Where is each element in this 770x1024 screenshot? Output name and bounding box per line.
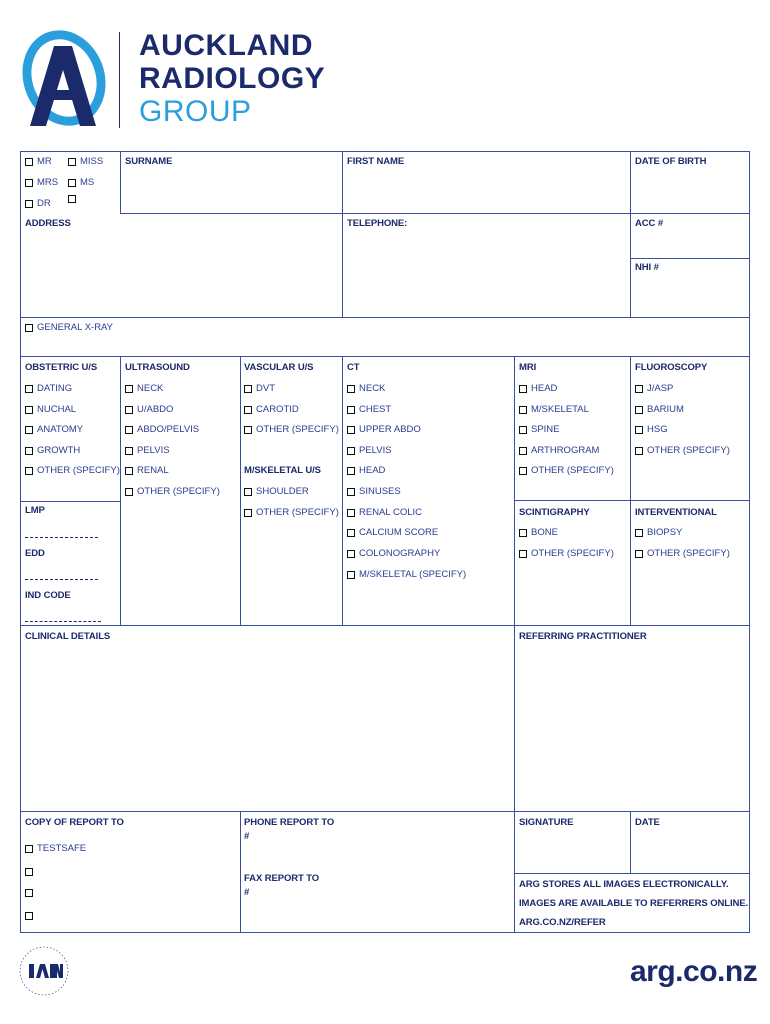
signature-label: SIGNATURE xyxy=(519,817,574,828)
scintigraphy-other-checkbox[interactable] xyxy=(519,548,614,559)
col-line xyxy=(630,151,631,317)
obstetric-other-checkbox[interactable] xyxy=(25,465,120,476)
option-label: OTHER (SPECIFY) xyxy=(531,465,614,476)
checkbox-icon xyxy=(25,868,33,876)
option-label: HEAD xyxy=(531,383,558,394)
ultrasound-renal-checkbox[interactable] xyxy=(125,465,169,476)
row-line xyxy=(20,811,750,812)
col-line xyxy=(342,151,343,317)
ind-code-field[interactable] xyxy=(25,621,101,623)
col-line xyxy=(240,811,241,932)
option-label: HSG xyxy=(647,424,668,435)
option-label: PELVIS xyxy=(137,445,170,456)
option-label: BIOPSY xyxy=(647,527,683,538)
checkbox-icon xyxy=(25,467,33,475)
col-line xyxy=(120,356,121,625)
checkbox-icon xyxy=(347,509,355,517)
checkbox-icon xyxy=(125,406,133,414)
row-line xyxy=(20,501,120,502)
ultrasound-pelvis-checkbox[interactable] xyxy=(125,445,170,456)
option-label: SINUSES xyxy=(359,486,401,497)
checkbox-icon xyxy=(635,426,643,434)
address-label: ADDRESS xyxy=(25,218,71,229)
option-label: ANATOMY xyxy=(37,424,84,435)
scintigraphy-title: SCINTIGRAPHY xyxy=(519,507,590,518)
option-label: OTHER (SPECIFY) xyxy=(256,507,339,518)
ct-sinuses-checkbox[interactable] xyxy=(347,486,401,497)
interventional-biopsy-checkbox[interactable] xyxy=(635,527,682,538)
obstetric-nuchal-checkbox[interactable] xyxy=(25,404,76,415)
vascular-other-checkbox[interactable] xyxy=(244,424,339,435)
ultrasound-abdo-pelvis-checkbox[interactable] xyxy=(125,424,199,435)
mskeletal-other-checkbox[interactable] xyxy=(244,507,339,518)
ct-calcium-score-checkbox[interactable] xyxy=(347,527,438,538)
option-label: UPPER ABDO xyxy=(359,424,421,435)
option-label: SHOULDER xyxy=(256,486,309,497)
form-left-border xyxy=(20,151,21,932)
title-dr-checkbox[interactable] xyxy=(25,198,51,209)
referring-practitioner-label: REFERRING PRACTITIONER xyxy=(519,631,647,642)
ultrasound-other-checkbox[interactable] xyxy=(125,486,220,497)
lmp-field[interactable] xyxy=(25,537,98,539)
option-label: OTHER (SPECIFY) xyxy=(531,548,614,559)
checkbox-icon xyxy=(347,406,355,414)
checkbox-icon xyxy=(347,488,355,496)
checkbox-icon xyxy=(25,889,33,897)
checkbox-icon xyxy=(25,158,33,166)
logo-divider xyxy=(119,32,120,128)
row-line xyxy=(514,500,750,501)
brand-line-3: GROUP xyxy=(139,95,252,128)
checkbox-icon xyxy=(25,912,33,920)
brand-line-2: RADIOLOGY xyxy=(139,62,326,95)
checkbox-icon xyxy=(125,447,133,455)
title-option-label: DR xyxy=(37,198,51,209)
copy-report-label: COPY OF REPORT TO xyxy=(25,817,124,828)
ct-chest-checkbox[interactable] xyxy=(347,404,391,415)
option-label: ARTHROGRAM xyxy=(531,445,600,456)
clinical-details-label: CLINICAL DETAILS xyxy=(25,631,111,642)
edd-label: EDD xyxy=(25,548,45,559)
checkbox-icon xyxy=(519,385,527,393)
general-xray-checkbox[interactable] xyxy=(25,322,113,333)
fluoroscopy-hsg-checkbox[interactable] xyxy=(635,424,668,435)
checkbox-icon xyxy=(347,426,355,434)
checkbox-icon xyxy=(244,488,252,496)
checkbox-icon xyxy=(244,385,252,393)
title-option-label: MS xyxy=(80,177,95,188)
ultrasound-uabdo-checkbox[interactable] xyxy=(125,404,173,415)
checkbox-icon xyxy=(25,845,33,853)
testsafe-checkbox[interactable] xyxy=(25,843,86,854)
form-bottom-border xyxy=(20,932,750,933)
obstetric-growth-checkbox[interactable] xyxy=(25,445,80,456)
ct-head-checkbox[interactable] xyxy=(347,465,385,476)
option-label: M/SKELETAL xyxy=(531,404,589,415)
checkbox-icon xyxy=(68,179,76,187)
checkbox-icon xyxy=(68,158,76,166)
option-label: RENAL COLIC xyxy=(359,507,422,518)
checkbox-icon xyxy=(347,529,355,537)
obstetric-dating-checkbox[interactable] xyxy=(25,383,72,394)
form-top-border xyxy=(20,151,750,152)
acc-label: ACC # xyxy=(635,218,664,229)
checkbox-icon xyxy=(125,488,133,496)
checkbox-icon xyxy=(519,529,527,537)
checkbox-icon xyxy=(25,385,33,393)
mri-title: MRI xyxy=(519,362,537,373)
mri-other-checkbox[interactable] xyxy=(519,465,614,476)
title-option-label: MISS xyxy=(80,156,104,167)
option-label: HEAD xyxy=(359,465,386,476)
checkbox-icon xyxy=(125,426,133,434)
row-line xyxy=(514,873,750,874)
col-line xyxy=(630,811,631,873)
checkbox-icon xyxy=(25,447,33,455)
ct-mskeletal-checkbox[interactable] xyxy=(347,569,466,580)
option-label: SPINE xyxy=(531,424,560,435)
checkbox-icon xyxy=(25,426,33,434)
option-label: OTHER (SPECIFY) xyxy=(137,486,220,497)
col-line xyxy=(120,151,121,213)
option-label: OTHER (SPECIFY) xyxy=(647,548,730,559)
option-label: CAROTID xyxy=(256,404,299,415)
edd-field[interactable] xyxy=(25,579,98,581)
option-label: M/SKELETAL (SPECIFY) xyxy=(359,569,467,580)
copy-recipient-checkbox-3[interactable] xyxy=(25,912,37,920)
vascular-dvt-checkbox[interactable] xyxy=(244,383,275,394)
checkbox-icon xyxy=(519,447,527,455)
checkbox-icon xyxy=(347,385,355,393)
fax-report-label: FAX REPORT TO xyxy=(244,873,320,884)
vascular-title: VASCULAR U/S xyxy=(244,362,314,373)
option-label: NECK xyxy=(359,383,386,394)
checkbox-icon xyxy=(125,467,133,475)
option-label: CHEST xyxy=(359,404,392,415)
first-name-label: FIRST NAME xyxy=(347,156,405,167)
option-label: COLONOGRAPHY xyxy=(359,548,441,559)
title-miss-checkbox[interactable] xyxy=(68,156,103,167)
checkbox-icon xyxy=(25,324,33,332)
option-label: DVT xyxy=(256,383,275,394)
mri-arthrogram-checkbox[interactable] xyxy=(519,445,599,456)
option-label: RENAL xyxy=(137,465,169,476)
obstetric-title: OBSTETRIC U/S xyxy=(25,362,98,373)
general-xray-label: GENERAL X-RAY xyxy=(37,322,114,333)
option-label: BARIUM xyxy=(647,404,684,415)
checkbox-icon xyxy=(635,550,643,558)
ct-title: CT xyxy=(347,362,360,373)
checkbox-icon xyxy=(244,426,252,434)
option-label: GROWTH xyxy=(37,445,81,456)
row-line xyxy=(20,356,750,357)
checkbox-icon xyxy=(519,550,527,558)
fax-report-hash: # xyxy=(244,887,250,898)
nhi-label: NHI # xyxy=(635,262,659,273)
phone-report-label: PHONE REPORT TO xyxy=(244,817,335,828)
checkbox-icon xyxy=(635,447,643,455)
mri-head-checkbox[interactable] xyxy=(519,383,557,394)
checkbox-icon xyxy=(68,195,76,203)
option-label: DATING xyxy=(37,383,73,394)
mri-mskeletal-checkbox[interactable] xyxy=(519,404,589,415)
ct-upper-abdo-checkbox[interactable] xyxy=(347,424,421,435)
lmp-label: LMP xyxy=(25,505,45,516)
checkbox-icon xyxy=(519,406,527,414)
option-label: OTHER (SPECIFY) xyxy=(647,445,730,456)
interventional-other-checkbox[interactable] xyxy=(635,548,730,559)
row-line xyxy=(120,213,750,214)
notice-line-1: ARG STORES ALL IMAGES ELECTRONICALLY. xyxy=(519,879,729,890)
fluoroscopy-barium-checkbox[interactable] xyxy=(635,404,684,415)
row-line xyxy=(20,317,750,318)
ultrasound-title: ULTRASOUND xyxy=(125,362,190,373)
fluoroscopy-jasp-checkbox[interactable] xyxy=(635,383,673,394)
date-label: DATE xyxy=(635,817,660,828)
ind-code-label: IND CODE xyxy=(25,590,71,601)
ct-colonography-checkbox[interactable] xyxy=(347,548,440,559)
checkbox-icon xyxy=(25,406,33,414)
option-label: NUCHAL xyxy=(37,404,77,415)
col-line xyxy=(342,356,343,625)
option-label: NECK xyxy=(137,383,164,394)
form-right-border xyxy=(749,151,750,932)
telephone-label: TELEPHONE: xyxy=(347,218,408,229)
dob-label: DATE OF BIRTH xyxy=(635,156,707,167)
phone-report-hash: # xyxy=(244,831,250,842)
checkbox-icon xyxy=(25,179,33,187)
arg-logo-icon xyxy=(20,28,112,128)
title-other-checkbox[interactable] xyxy=(68,195,80,203)
ct-pelvis-checkbox[interactable] xyxy=(347,445,392,456)
col-line xyxy=(514,356,515,932)
checkbox-icon xyxy=(244,406,252,414)
mskeletal-title: M/SKELETAL U/S xyxy=(244,465,321,476)
website-url[interactable]: arg.co.nz xyxy=(630,955,758,988)
checkbox-icon xyxy=(244,509,252,517)
option-label: OTHER (SPECIFY) xyxy=(256,424,339,435)
obstetric-anatomy-checkbox[interactable] xyxy=(25,424,83,435)
mri-spine-checkbox[interactable] xyxy=(519,424,560,435)
ianz-accreditation-seal-icon xyxy=(18,942,70,1000)
title-option-label: MR xyxy=(37,156,52,167)
ct-renal-colic-checkbox[interactable] xyxy=(347,507,422,518)
col-line xyxy=(630,356,631,625)
checkbox-icon xyxy=(347,467,355,475)
title-mr-checkbox[interactable] xyxy=(25,156,52,167)
option-label: PELVIS xyxy=(359,445,392,456)
checkbox-icon xyxy=(347,571,355,579)
option-label: U/ABDO xyxy=(137,404,174,415)
checkbox-icon xyxy=(347,447,355,455)
checkbox-icon xyxy=(25,200,33,208)
vascular-carotid-checkbox[interactable] xyxy=(244,404,299,415)
title-ms-checkbox[interactable] xyxy=(68,177,94,188)
fluoroscopy-title: FLUOROSCOPY xyxy=(635,362,708,373)
copy-recipient-checkbox-1[interactable] xyxy=(25,868,37,876)
checkbox-icon xyxy=(519,467,527,475)
checkbox-icon xyxy=(519,426,527,434)
surname-label: SURNAME xyxy=(125,156,173,167)
row-line xyxy=(20,625,750,626)
copy-recipient-checkbox-2[interactable] xyxy=(25,889,37,897)
option-label: CALCIUM SCORE xyxy=(359,527,439,538)
notice-line-3: ARG.CO.NZ/REFER xyxy=(519,917,606,928)
ultrasound-neck-checkbox[interactable] xyxy=(125,383,163,394)
option-label: OTHER (SPECIFY) xyxy=(37,465,120,476)
option-label: ABDO/PELVIS xyxy=(137,424,200,435)
ct-neck-checkbox[interactable] xyxy=(347,383,385,394)
option-label: J/ASP xyxy=(647,383,674,394)
title-option-label: MRS xyxy=(37,177,59,188)
col-line xyxy=(240,356,241,625)
notice-line-2: IMAGES ARE AVAILABLE TO REFERRERS ONLINE. xyxy=(519,898,749,909)
checkbox-icon xyxy=(635,385,643,393)
brand-line-1: AUCKLAND xyxy=(139,29,313,62)
checkbox-icon xyxy=(635,529,643,537)
checkbox-icon xyxy=(635,406,643,414)
interventional-title: INTERVENTIONAL xyxy=(635,507,717,518)
mskeletal-shoulder-checkbox[interactable] xyxy=(244,486,309,497)
checkbox-icon xyxy=(347,550,355,558)
checkbox-icon xyxy=(125,385,133,393)
row-line xyxy=(630,258,750,259)
option-label: BONE xyxy=(531,527,558,538)
title-mrs-checkbox[interactable] xyxy=(25,177,58,188)
testsafe-label: TESTSAFE xyxy=(37,843,87,854)
scintigraphy-bone-checkbox[interactable] xyxy=(519,527,558,538)
fluoroscopy-other-checkbox[interactable] xyxy=(635,445,730,456)
